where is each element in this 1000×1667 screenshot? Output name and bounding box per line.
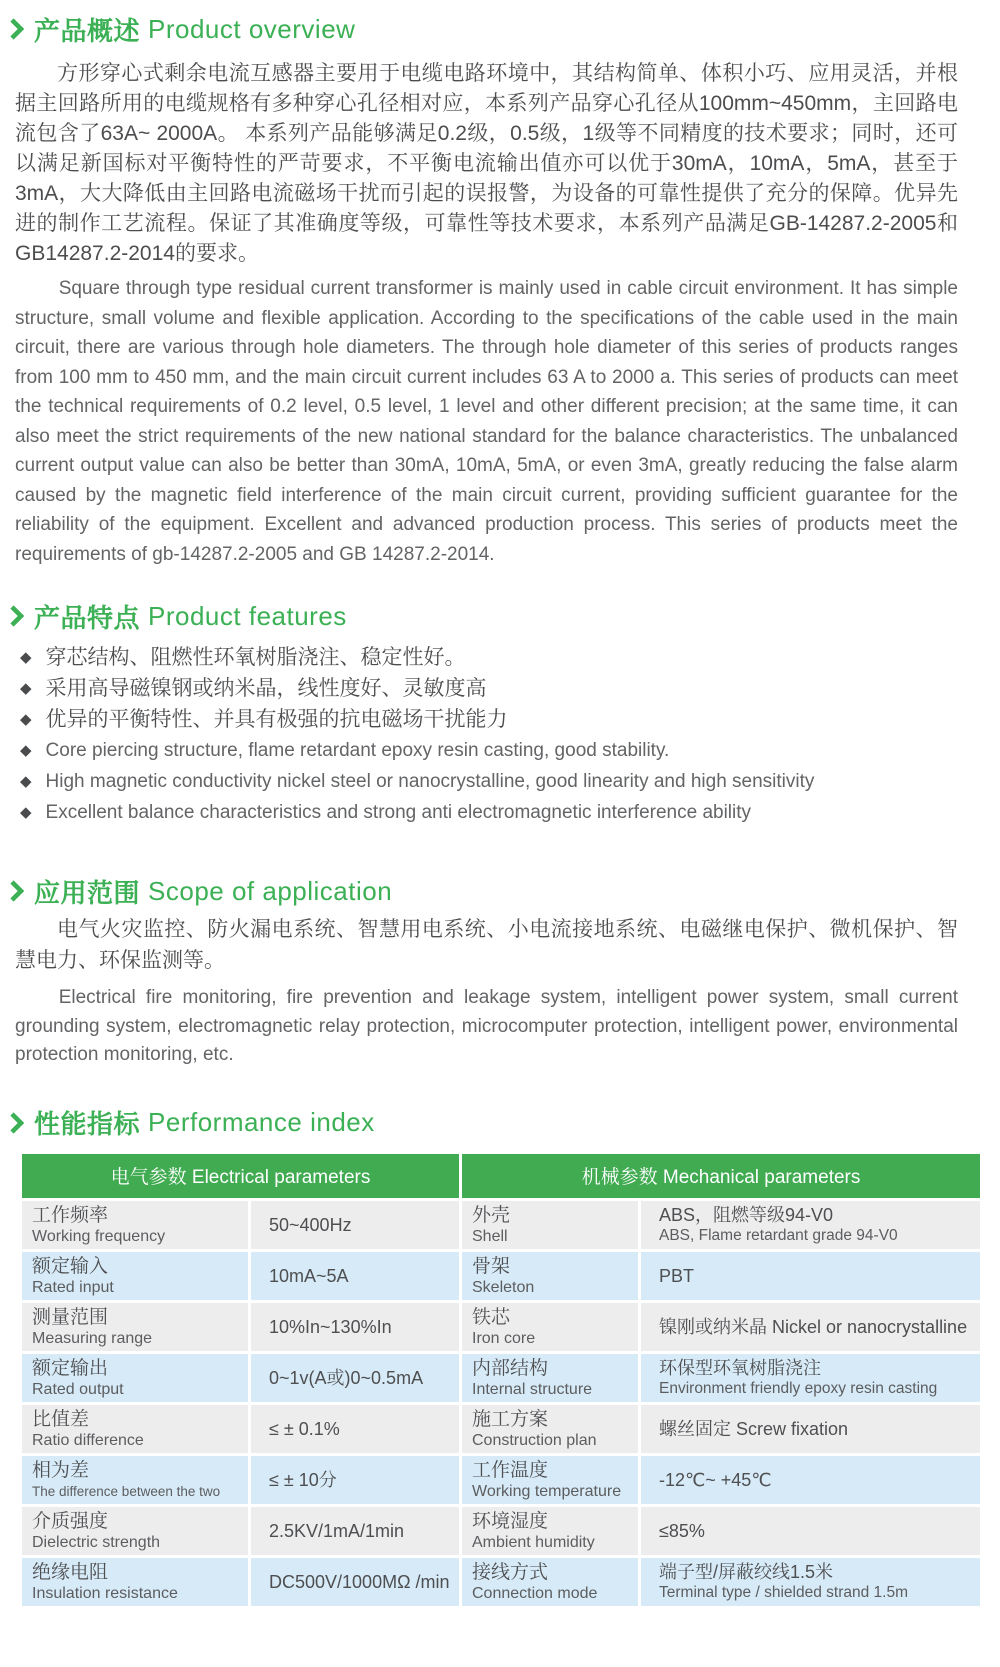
param-label-zh: 测量范围 bbox=[32, 1306, 109, 1328]
param-label-zh: 骨架 bbox=[472, 1255, 511, 1277]
param-label-zh: 外壳 bbox=[472, 1204, 511, 1226]
param-value-line1: ABS，阻燃等级94-V0 bbox=[659, 1205, 834, 1225]
electrical-param-value bbox=[251, 1558, 459, 1606]
param-value: DC500V/1000MΩ /min bbox=[269, 1571, 450, 1592]
param-label-zh: 额定输出 bbox=[32, 1357, 109, 1379]
feature-item bbox=[20, 798, 1000, 828]
mechanical-param-value bbox=[641, 1507, 980, 1555]
diamond-bullet-icon: ◆ bbox=[20, 711, 32, 728]
diamond-bullet-icon: ◆ bbox=[20, 742, 32, 759]
param-label-en: Dielectric strength bbox=[32, 1533, 161, 1551]
section-title-product-overview bbox=[8, 12, 1000, 46]
mechanical-param-label bbox=[462, 1456, 638, 1504]
param-label-en: Ratio difference bbox=[32, 1431, 144, 1449]
electrical-param-label bbox=[22, 1558, 248, 1606]
electrical-param-label bbox=[22, 1405, 248, 1453]
param-value: 10mA~5A bbox=[269, 1265, 349, 1286]
param-label-zh: 绝缘电阻 bbox=[32, 1561, 109, 1583]
section-title-zh: 应用范围 bbox=[34, 877, 141, 908]
mechanical-param-label bbox=[462, 1405, 638, 1453]
param-label-zh: 环境湿度 bbox=[472, 1510, 549, 1532]
param-value: ≤ ± 10分 bbox=[269, 1469, 337, 1490]
mechanical-param-label bbox=[462, 1252, 638, 1300]
mechanical-param-value bbox=[641, 1456, 980, 1504]
feature-text: Core piercing structure, flame retardant epoxy resin casting, good stability. bbox=[45, 740, 670, 761]
param-label-zh: 工作温度 bbox=[472, 1459, 549, 1481]
table-header-mechanical-parameters: 机械参数 Mechanical parameters bbox=[462, 1154, 980, 1198]
scope-paragraph-zh: 电气火灾监控、防火漏电系统、智慧用电系统、小电流接地系统、电磁继电保护、微机保护、智慧电力、环保监测等。 bbox=[15, 918, 958, 972]
electrical-param-label bbox=[22, 1507, 248, 1555]
mechanical-param-value bbox=[641, 1405, 980, 1453]
overview-paragraph-en: Square through type residual current transformer is mainly used in cable circuit environment. It has simple structure, small volume and flexible application. According to the specifications of the cable used in the main circuit, there are various through hole diameters. The through hole diameter of this series of products ranges from 100 mm to 450 mm, and the main circuit current includes 63 A to 2000 a. This series of products can meet the technical requirements of 0.2 level, 0.5 level, 1 level and other different precision; at the same time, it can also meet the strict requirements of the new national standard for the balance characteristics. The unbalanced current output value can also be better than 30mA, 10mA, 5mA, or even 3mA, greatly reducing the false alarm caused by the magnetic field interference of the main circuit current, providing sufficient guarantee for the reliability of the equipment. Excellent and advanced production process. This series of products meet the requirements of gb-14287.2-2005 and GB 14287.2-2014. bbox=[15, 278, 958, 565]
electrical-param-value bbox=[251, 1405, 459, 1453]
chevron-right-icon bbox=[8, 604, 25, 628]
electrical-param-label bbox=[22, 1354, 248, 1402]
param-value-line2: ABS, Flame retardant grade 94-V0 bbox=[659, 1227, 898, 1244]
electrical-param-value bbox=[251, 1354, 459, 1402]
performance-table bbox=[22, 1154, 980, 1606]
param-label-en: Ambient humidity bbox=[472, 1533, 595, 1551]
param-label-en: Shell bbox=[472, 1227, 508, 1245]
param-label-en: Rated output bbox=[32, 1380, 124, 1398]
feature-item bbox=[20, 736, 1000, 766]
electrical-param-label bbox=[22, 1303, 248, 1351]
param-value: 50~400Hz bbox=[269, 1214, 352, 1235]
diamond-bullet-icon: ◆ bbox=[20, 804, 32, 821]
param-value: 2.5KV/1mA/1min bbox=[269, 1520, 405, 1541]
param-label-zh: 接线方式 bbox=[472, 1561, 549, 1583]
param-label-zh: 内部结构 bbox=[472, 1357, 549, 1379]
bottom-whitespace bbox=[0, 1606, 1000, 1667]
feature-text: 采用高导磁镍钢或纳米晶，线性度好、灵敏度高 bbox=[45, 677, 487, 700]
mechanical-param-value bbox=[641, 1558, 980, 1606]
param-label-en: Working temperature bbox=[472, 1482, 622, 1500]
param-value: 10%In~130%In bbox=[269, 1316, 392, 1337]
section-title-en: Product features bbox=[148, 600, 347, 631]
diamond-bullet-icon: ◆ bbox=[20, 680, 32, 697]
section-title-en: Scope of application bbox=[148, 875, 393, 906]
electrical-param-label bbox=[22, 1456, 248, 1504]
param-value: ≤ ± 0.1% bbox=[269, 1418, 340, 1439]
param-label-en: The difference between the two bbox=[32, 1483, 221, 1499]
chevron-right-icon bbox=[8, 1111, 25, 1135]
mechanical-param-label bbox=[462, 1558, 638, 1606]
scope-paragraph-en: Electrical fire monitoring, fire prevention and leakage system, intelligent power system, small current grounding system, electromagnetic relay protection, microcomputer protection, intelligent power, environmental protection monitoring, etc. bbox=[15, 987, 958, 1065]
feature-item bbox=[20, 767, 1000, 797]
param-value-line1: 环保型环氧树脂浇注 bbox=[659, 1358, 821, 1378]
section-title-zh: 性能指标 bbox=[34, 1109, 141, 1139]
param-label-zh: 工作频率 bbox=[32, 1204, 109, 1226]
table-header-electrical-parameters: 电气参数 Electrical parameters bbox=[22, 1154, 459, 1198]
param-value-line1: PBT bbox=[659, 1265, 695, 1286]
mechanical-param-value bbox=[641, 1303, 980, 1351]
section-title-zh: 产品概述 bbox=[34, 15, 141, 46]
electrical-param-label bbox=[22, 1252, 248, 1300]
feature-text: Excellent balance characteristics and strong anti electromagnetic interference ability bbox=[45, 802, 752, 823]
mechanical-param-label bbox=[462, 1303, 638, 1351]
section-title-en: Performance index bbox=[148, 1107, 375, 1137]
mechanical-param-label bbox=[462, 1354, 638, 1402]
param-label-zh: 施工方案 bbox=[472, 1408, 549, 1430]
param-label-zh: 介质强度 bbox=[32, 1510, 109, 1532]
param-value-line1: 镍刚或纳米晶 Nickel or nanocrystalline bbox=[659, 1316, 968, 1337]
param-label-en: Connection mode bbox=[472, 1584, 598, 1602]
feature-list bbox=[20, 643, 1000, 828]
diamond-bullet-icon: ◆ bbox=[20, 649, 32, 666]
electrical-param-value bbox=[251, 1456, 459, 1504]
section-title-scope-of-application bbox=[8, 874, 1000, 908]
param-label-en: Construction plan bbox=[472, 1431, 597, 1449]
section-title-zh: 产品特点 bbox=[34, 602, 141, 633]
chevron-right-icon bbox=[8, 879, 25, 903]
param-label-en: Internal structure bbox=[472, 1380, 593, 1398]
feature-text: 优异的平衡特性、并具有极强的抗电磁场干扰能力 bbox=[45, 708, 508, 731]
feature-text: High magnetic conductivity nickel steel or nanocrystalline, good linearity and high sensitivity bbox=[45, 771, 815, 792]
param-label-zh: 额定输入 bbox=[32, 1255, 109, 1277]
electrical-param-label bbox=[22, 1201, 248, 1249]
mechanical-param-label bbox=[462, 1201, 638, 1249]
param-value-line2: Terminal type / shielded strand 1.5m bbox=[659, 1584, 908, 1601]
param-value-line1: 端子型/屏蔽绞线1.5米 bbox=[659, 1562, 834, 1582]
chevron-right-icon bbox=[8, 17, 25, 41]
param-label-en: Iron core bbox=[472, 1329, 536, 1347]
electrical-param-value bbox=[251, 1303, 459, 1351]
mechanical-param-value bbox=[641, 1354, 980, 1402]
param-value-line1: ≤85% bbox=[659, 1520, 705, 1541]
param-label-en: Insulation resistance bbox=[32, 1584, 178, 1602]
param-label-en: Working frequency bbox=[32, 1227, 166, 1245]
param-label-zh: 相为差 bbox=[32, 1459, 90, 1481]
param-label-zh: 比值差 bbox=[32, 1408, 90, 1430]
feature-text: 穿芯结构、阻燃性环氧树脂浇注、稳定性好。 bbox=[45, 646, 466, 669]
param-value: 0~1v(A或)0~0.5mA bbox=[269, 1367, 424, 1388]
diamond-bullet-icon: ◆ bbox=[20, 773, 32, 790]
section-title-performance-index bbox=[8, 1106, 1000, 1140]
electrical-param-value bbox=[251, 1252, 459, 1300]
mechanical-param-value bbox=[641, 1252, 980, 1300]
feature-item bbox=[20, 674, 1000, 704]
param-label-zh: 铁芯 bbox=[472, 1306, 511, 1328]
feature-item bbox=[20, 705, 1000, 735]
param-value-line2: Environment friendly epoxy resin casting bbox=[659, 1380, 938, 1397]
param-value-line1: -12℃~ +45℃ bbox=[659, 1469, 772, 1490]
overview-paragraph-zh: 方形穿心式剩余电流互感器主要用于电缆电路环境中，其结构简单、体积小巧、应用灵活，并根据主回路所用的电缆规格有多种穿心孔径相对应，本系列产品穿心孔径从100mm~450mm，主回路电流包含了63A~ 2000A。 本系列产品能够满足0.2级，0.5级，1级等不同精度的技术要求；同时，还可以满足新国标对平衡特性的严苛要求，不平衡电流输出值亦可以优于30mA，10mA，5mA，甚至于3mA，大大降低由主回路电流磁场干扰而引起的误报警，为设备的可靠性提供了充分的保障。优异先进的制作工艺流程。保证了其准确度等级，可靠性等技术要求，本系列产品满足GB-14287.2-2005和GB14287.2-2014的要求。 bbox=[15, 62, 958, 265]
param-value-line1: 螺丝固定 Screw fixation bbox=[659, 1418, 849, 1439]
electrical-param-value bbox=[251, 1201, 459, 1249]
section-title-product-features bbox=[8, 599, 1000, 633]
param-label-en: Measuring range bbox=[32, 1329, 153, 1347]
param-label-en: Rated input bbox=[32, 1278, 114, 1296]
feature-item bbox=[20, 643, 1000, 673]
mechanical-param-label bbox=[462, 1507, 638, 1555]
electrical-param-value bbox=[251, 1507, 459, 1555]
param-label-en: Skeleton bbox=[472, 1278, 535, 1296]
section-title-en: Product overview bbox=[148, 13, 356, 44]
mechanical-param-value bbox=[641, 1201, 980, 1249]
